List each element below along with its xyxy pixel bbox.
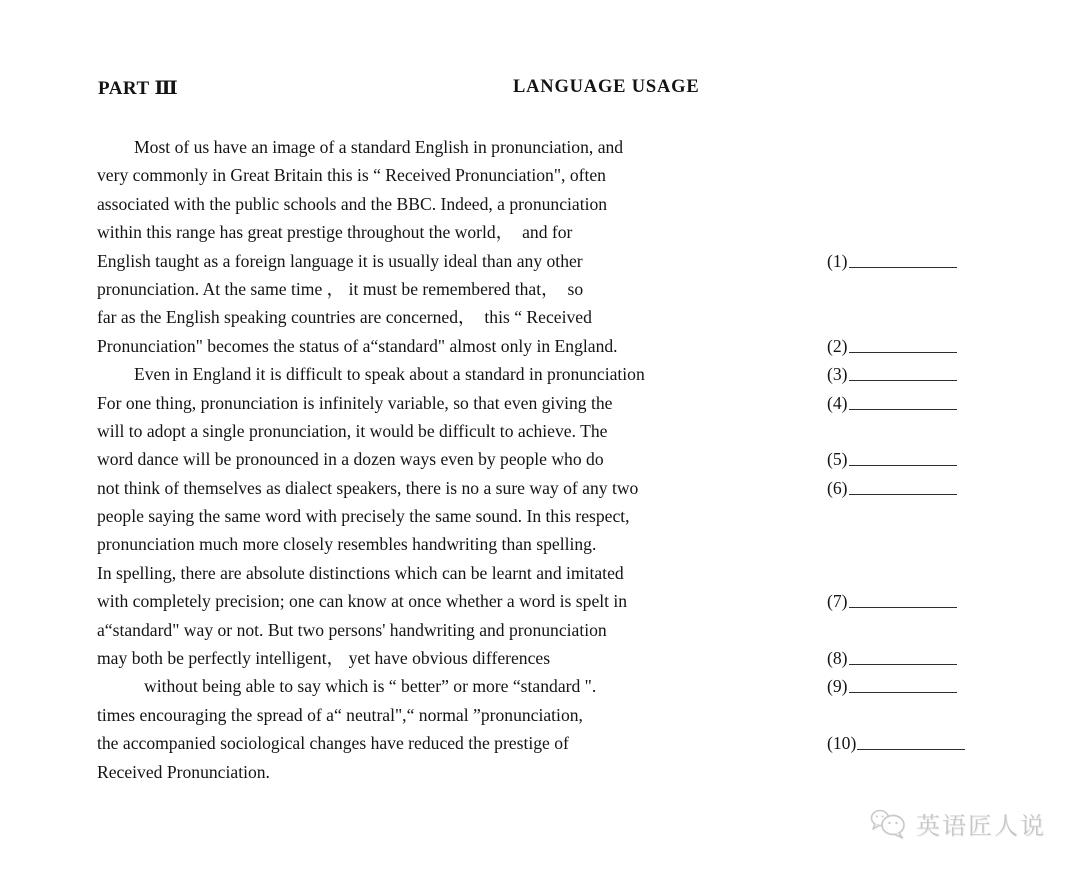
passage-line bbox=[97, 587, 1037, 615]
answer-blank-underline bbox=[849, 594, 957, 608]
watermark-text: 英语匠人说 bbox=[916, 814, 1046, 840]
answer-blank bbox=[827, 587, 957, 615]
passage-line-text: a“standard" way or not. But two persons' handwriting and pronunciation bbox=[97, 619, 607, 640]
passage-line bbox=[97, 729, 1037, 757]
passage-line-text: with completely precision; one can know at once whether a word is spelt in bbox=[97, 591, 628, 612]
answer-blank-number: (2) bbox=[827, 335, 848, 356]
passage-line bbox=[97, 616, 1037, 644]
passage-line bbox=[97, 133, 1037, 161]
passage-line-text: word dance will be pronounced in a dozen ways even by people who do bbox=[97, 449, 604, 470]
answer-blank-underline bbox=[857, 736, 965, 750]
answer-blank bbox=[827, 729, 965, 757]
watermark bbox=[869, 806, 1046, 841]
passage-line-text: Pronunciation" becomes the status of a“standard" almost only in England. bbox=[97, 335, 618, 356]
passage-line-text: times encouraging the spread of a“ neutral",“ normal ”pronunciation, bbox=[97, 704, 583, 725]
passage-line bbox=[97, 758, 1037, 786]
part-label: PART Ⅲ bbox=[98, 78, 179, 99]
answer-blank-number: (10) bbox=[827, 733, 857, 754]
answer-blank bbox=[827, 445, 957, 473]
answer-blank-underline bbox=[849, 339, 957, 353]
passage-line bbox=[97, 218, 1037, 246]
passage-line-text: pronunciation much more closely resembles handwriting than spelling. bbox=[97, 534, 597, 555]
answer-blank bbox=[827, 332, 957, 360]
passage-line-text: will to adopt a single pronunciation, it would be difficult to achieve. The bbox=[97, 420, 608, 441]
answer-blank-underline bbox=[849, 679, 957, 693]
passage-line-text: very commonly in Great Britain this is “ Received Pronunciation", often bbox=[97, 165, 606, 186]
passage-line bbox=[97, 247, 1037, 275]
passage-line bbox=[97, 417, 1037, 445]
passage-line bbox=[97, 502, 1037, 530]
passage-line bbox=[97, 445, 1037, 473]
answer-blank-number: (7) bbox=[827, 591, 848, 612]
answer-blank-number: (1) bbox=[827, 250, 848, 271]
answer-blank bbox=[827, 644, 957, 672]
answer-blank-underline bbox=[849, 396, 957, 410]
passage bbox=[97, 133, 1037, 786]
passage-line-text: associated with the public schools and the BBC. Indeed, a pronunciation bbox=[97, 193, 608, 214]
passage-line-text: Even in England it is difficult to speak about a standard in pronunciation bbox=[134, 364, 645, 385]
passage-line bbox=[97, 161, 1037, 189]
passage-line-text: In spelling, there are absolute distinctions which can be learnt and imitated bbox=[97, 562, 624, 583]
passage-line-text: Most of us have an image of a standard English in pronunciation, and bbox=[134, 137, 624, 157]
passage-line-text: within this range has great prestige throughout the world， and for bbox=[97, 222, 573, 243]
answer-blank bbox=[827, 389, 957, 417]
passage-line-text: far as the English speaking countries are concerned， this “ Received bbox=[97, 307, 592, 328]
answer-blank-number: (8) bbox=[827, 648, 848, 669]
passage-line bbox=[97, 474, 1037, 502]
answer-blank-number: (4) bbox=[827, 392, 848, 413]
answer-blank-underline bbox=[849, 254, 957, 268]
passage-line bbox=[97, 360, 1037, 388]
answer-blank bbox=[827, 672, 957, 700]
passage-line bbox=[97, 389, 1037, 417]
passage-line-text: may both be perfectly intelligent， yet have obvious differences bbox=[97, 648, 551, 669]
passage-line bbox=[97, 672, 1037, 700]
passage-line bbox=[97, 190, 1037, 218]
passage-line-text: people saying the same word with precisely the same sound. In this respect, bbox=[97, 506, 630, 527]
answer-blank bbox=[827, 474, 957, 502]
passage-line-text: the accompanied sociological changes have reduced the prestige of bbox=[97, 733, 569, 754]
passage-line-text: For one thing, pronunciation is infinitely variable, so that even giving the bbox=[97, 392, 613, 413]
passage-line bbox=[97, 530, 1037, 558]
passage-line-text: English taught as a foreign language it is usually ideal than any other bbox=[97, 250, 583, 271]
passage-line-text: pronunciation. At the same time ， it must be remembered that， so bbox=[97, 278, 584, 299]
answer-blank-number: (6) bbox=[827, 477, 848, 498]
wechat-logo-icon bbox=[869, 808, 909, 840]
passage-line bbox=[97, 644, 1037, 672]
answer-blank-underline bbox=[849, 367, 957, 381]
passage-line bbox=[97, 332, 1037, 360]
answer-blank bbox=[827, 360, 957, 388]
passage-line-text: without being able to say which is “ better” or more “standard ". bbox=[144, 676, 597, 697]
page-title: LANGUAGE USAGE bbox=[513, 77, 700, 97]
answer-blank-number: (9) bbox=[827, 676, 848, 697]
answer-blank-underline bbox=[849, 452, 957, 466]
answer-blank-underline bbox=[849, 651, 957, 665]
answer-blank-underline bbox=[849, 481, 957, 495]
answer-blank bbox=[827, 247, 957, 275]
answer-blank-number: (5) bbox=[827, 449, 848, 470]
passage-line bbox=[97, 303, 1037, 331]
passage-line-text: not think of themselves as dialect speakers, there is no a sure way of any two bbox=[97, 477, 639, 498]
passage-line bbox=[97, 275, 1037, 303]
answer-blank-number: (3) bbox=[827, 364, 848, 385]
passage-line bbox=[97, 559, 1037, 587]
passage-line bbox=[97, 701, 1037, 729]
passage-line-text: Received Pronunciation. bbox=[97, 761, 270, 782]
